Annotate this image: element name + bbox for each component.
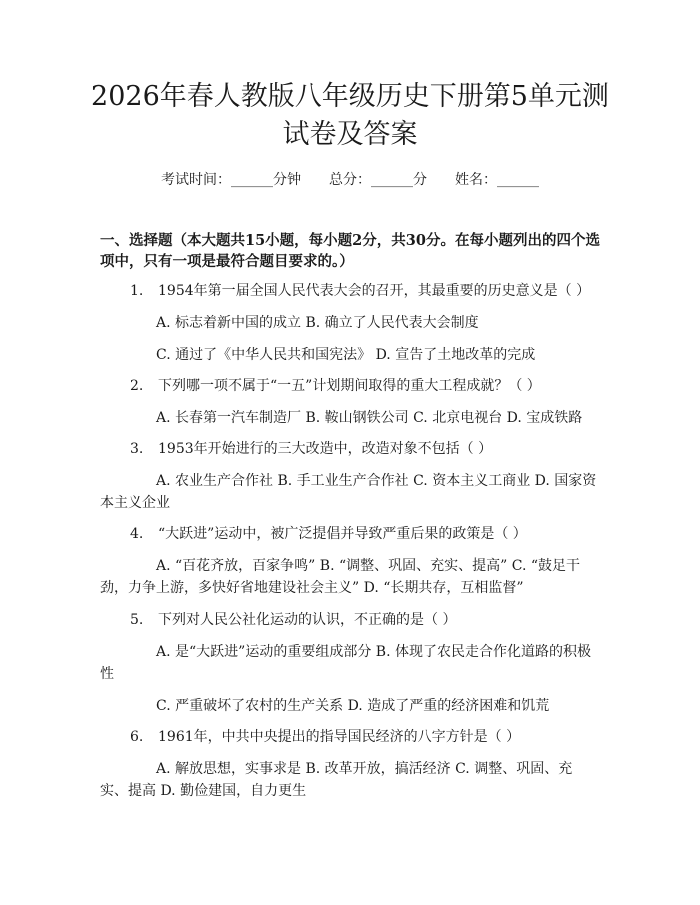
question-number: 5. xyxy=(130,612,144,628)
question-number: 4. xyxy=(130,526,144,542)
question-stem: “大跃进”运动中，被广泛提倡并导致严重后果的政策是（ ） xyxy=(158,526,527,542)
question-4 xyxy=(100,524,600,544)
question-stem: 1961年，中共中央提出的指导国民经济的八字方针是（ ） xyxy=(158,729,521,745)
question-stem: 下列哪一项不属于“一五”计划期间取得的重大工程成就？（ ） xyxy=(158,378,541,394)
question-number: 3. xyxy=(130,441,144,457)
question-3 xyxy=(100,439,600,459)
question-1 xyxy=(100,281,600,301)
question-1-options-line-1: A. 标志着新中国的成立 B. 确立了人民代表大会制度 xyxy=(156,315,479,331)
student-name-field: 姓名：______ xyxy=(455,172,539,188)
question-stem: 下列对人民公社化运动的认识，不正确的是（ ） xyxy=(158,612,457,628)
question-number: 1. xyxy=(130,283,144,299)
question-stem: 1953年开始进行的三大改造中，改造对象不包括（ ） xyxy=(158,441,493,457)
question-6 xyxy=(100,727,600,747)
question-5-options-line-2: C. 严重破坏了农村的生产关系 D. 造成了严重的经济困难和饥荒 xyxy=(156,698,550,714)
question-6-options-line-1: A. 解放思想，实事求是 B. 改革开放，搞活经济 C. 调整、巩固、充实、提高 D. 勤俭建国，自力更生 xyxy=(100,761,573,799)
section-heading: 一、选择题（本大题共15小题，每小题2分，共30分。在每小题列出的四个选项中，只有一项是最符合题目要求的。） xyxy=(100,232,600,270)
question-2 xyxy=(100,376,600,396)
question-3-options-line-1: A. 农业生产合作社 B. 手工业生产合作社 C. 资本主义工商业 D. 国家资本主义企业 xyxy=(100,473,597,511)
total-score-field: 总分：______分 xyxy=(329,172,427,188)
exam-time-field: 考试时间：______分钟 xyxy=(161,172,301,188)
question-4-options-line-1: A. “百花齐放，百家争鸣” B. “调整、巩固、充实、提高” C. “鼓足干劲，力争上游，多快好省地建设社会主义” D. “长期共存，互相监督” xyxy=(100,558,580,596)
question-5-options-line-1: A. 是“大跃进”运动的重要组成部分 B. 体现了农民走合作化道路的积极性 xyxy=(100,644,591,682)
question-number: 2. xyxy=(130,378,144,394)
exam-meta xyxy=(0,170,700,190)
question-5 xyxy=(100,610,600,630)
question-1-options-line-2: C. 通过了《中华人民共和国宪法》 D. 宣告了土地改革的完成 xyxy=(156,347,536,363)
page-title: 2026年春人教版八年级历史下册第5单元测试卷及答案 xyxy=(91,81,609,150)
question-stem: 1954年第一届全国人民代表大会的召开，其最重要的历史意义是（ ） xyxy=(158,283,591,299)
question-number: 6. xyxy=(130,729,144,745)
question-2-options-line-1: A. 长春第一汽车制造厂 B. 鞍山钢铁公司 C. 北京电视台 D. 宝成铁路 xyxy=(156,410,583,426)
